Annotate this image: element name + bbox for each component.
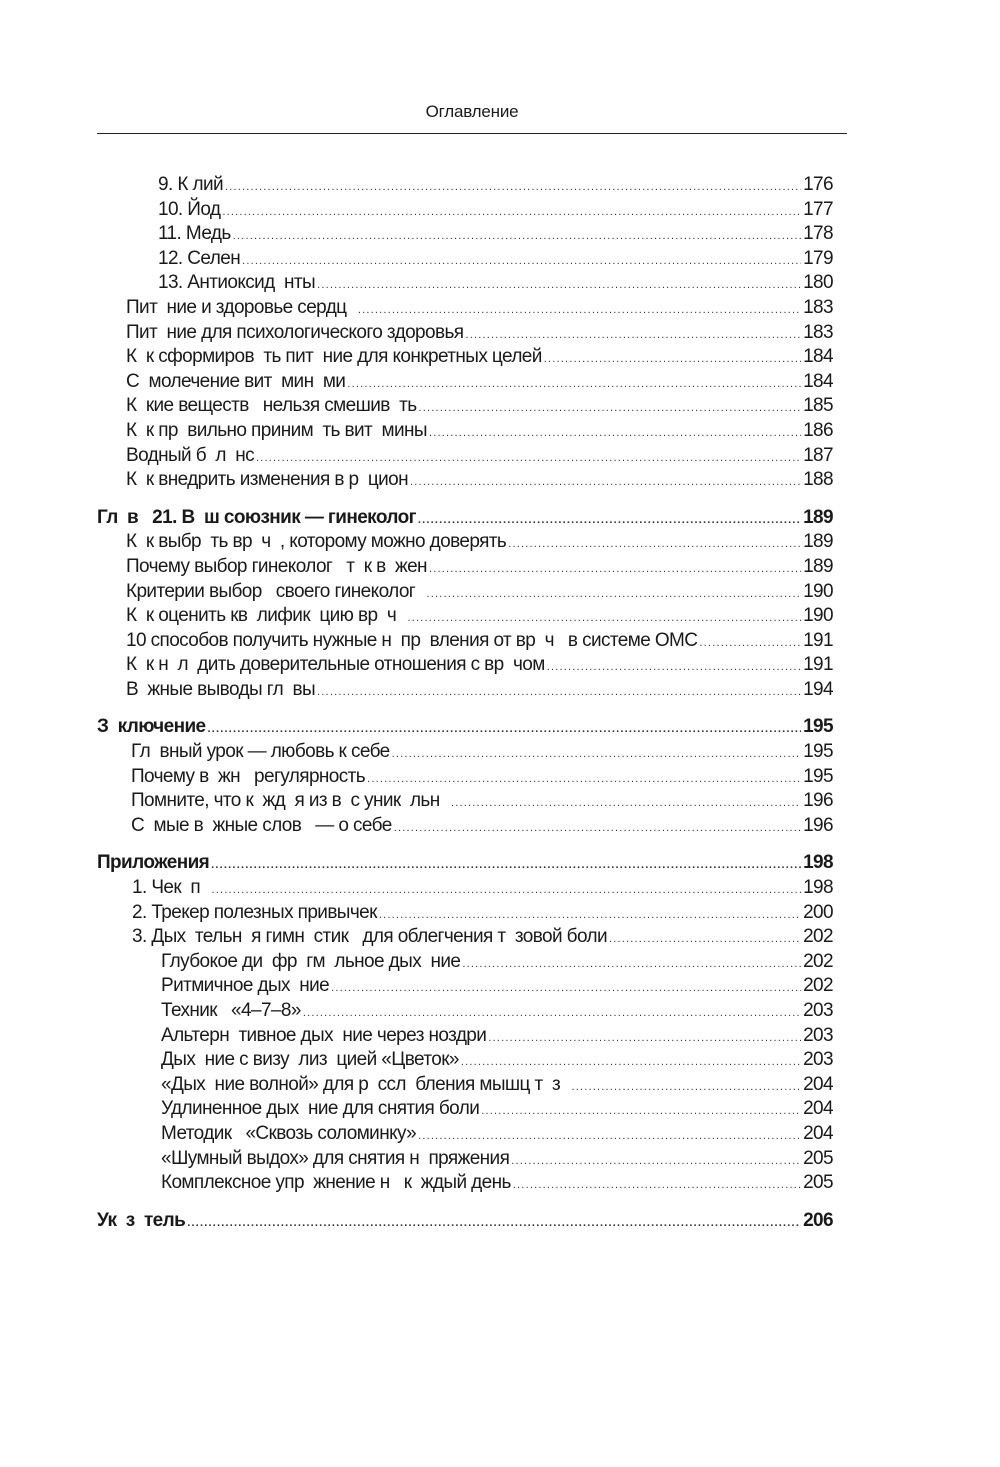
toc-page-number: 191 xyxy=(803,654,833,676)
toc-entry xyxy=(97,322,833,347)
dot-leader xyxy=(429,427,801,439)
toc-entry-title: Приложения xyxy=(97,852,210,874)
toc-entry xyxy=(97,741,833,766)
toc-entry xyxy=(97,445,833,470)
table-of-contents xyxy=(97,174,833,1234)
toc-entry xyxy=(97,1025,833,1050)
dot-leader xyxy=(233,230,801,242)
toc-page-number: 204 xyxy=(803,1098,833,1120)
toc-entry xyxy=(97,1123,833,1148)
toc-page-number: 205 xyxy=(803,1147,833,1169)
toc-entry xyxy=(97,371,833,396)
toc-page-number: 190 xyxy=(803,605,833,627)
toc-page-number: 202 xyxy=(803,926,833,948)
dot-leader xyxy=(367,773,801,785)
toc-page-number: 205 xyxy=(803,1172,833,1194)
toc-entry xyxy=(97,1148,833,1173)
dot-leader xyxy=(358,304,801,316)
dot-leader xyxy=(187,1217,801,1229)
toc-entry xyxy=(97,531,833,556)
toc-chapter-entry xyxy=(97,852,833,877)
toc-page-number: 179 xyxy=(803,247,833,269)
toc-page-number: 188 xyxy=(803,469,833,491)
toc-chapter-entry xyxy=(97,716,833,741)
toc-page-number: 180 xyxy=(803,272,833,294)
toc-entry-title: 10 способов получить нужные н пр вления от вр ч в системе ОМС xyxy=(126,629,698,651)
toc-entry-title: Почему в жн регулярность xyxy=(131,765,366,787)
toc-entry-title: К к выбр ть вр ч , которому можно доверять xyxy=(126,531,507,553)
toc-page-number: 187 xyxy=(803,444,833,466)
toc-entry-title: К кие веществ нельзя смешив ть xyxy=(126,395,417,417)
toc-entry-title: Водный б л нс xyxy=(126,444,255,466)
running-header: Оглавление xyxy=(425,102,519,121)
toc-entry xyxy=(97,223,833,248)
toc-entry-title: Комплексное упр жнение н к ждый день xyxy=(161,1172,511,1194)
toc-entry xyxy=(97,581,833,606)
toc-page-number: 184 xyxy=(803,346,833,368)
toc-entry-title: Гл в 21. В ш союзник — гинеколог xyxy=(97,506,416,528)
toc-page-number: 203 xyxy=(803,1024,833,1046)
toc-entry-title: 2. Трекер полезных привычек xyxy=(132,901,377,923)
toc-entry xyxy=(97,174,833,199)
toc-entry-title: 1. Чек п xyxy=(132,877,210,899)
toc-page-number: 202 xyxy=(803,950,833,972)
toc-page-number: 178 xyxy=(803,223,833,245)
toc-entry-title: Техник «4–7–8» xyxy=(161,1000,301,1021)
toc-page-number: 191 xyxy=(803,629,833,651)
toc-entry xyxy=(97,556,833,581)
toc-entry xyxy=(97,630,833,655)
dot-leader xyxy=(429,563,801,575)
dot-leader xyxy=(256,452,801,464)
toc-entry xyxy=(97,1049,833,1074)
dot-leader xyxy=(211,859,801,871)
toc-page-number: 189 xyxy=(803,531,833,553)
toc-entry-title: 3. Дых тельн я гимн стик для облегчения т зовой боли xyxy=(132,926,608,948)
toc-page-number: 176 xyxy=(803,174,833,195)
dot-leader xyxy=(410,476,801,488)
toc-entry-title: Критерии выбор своего гинеколог xyxy=(126,580,425,602)
toc-entry xyxy=(97,902,833,927)
toc-entry xyxy=(97,248,833,273)
dot-leader xyxy=(303,1007,801,1019)
dot-leader xyxy=(511,1155,801,1167)
toc-entry xyxy=(97,975,833,1000)
dot-leader xyxy=(379,909,801,921)
toc-entry-title: С мые в жные слов — о себе xyxy=(131,814,392,836)
toc-page-number: 203 xyxy=(803,1000,833,1021)
dot-leader xyxy=(347,378,801,390)
toc-entry xyxy=(97,199,833,224)
dot-leader xyxy=(426,588,801,600)
toc-entry xyxy=(97,605,833,630)
toc-entry-title: К к пр вильно приним ть вит мины xyxy=(126,419,427,441)
toc-entry xyxy=(97,420,833,445)
dot-leader xyxy=(462,958,801,970)
toc-entry xyxy=(97,679,833,704)
toc-entry-title: К к н л дить доверительные отношения с вр чом xyxy=(126,654,545,676)
toc-entry-title: Методик «Сквозь соломинку» xyxy=(161,1122,417,1144)
toc-page-number: 195 xyxy=(803,716,833,738)
toc-entry-title: Гл вный урок — любовь к себе xyxy=(131,741,390,763)
toc-page-number: 186 xyxy=(803,419,833,441)
dot-leader xyxy=(461,1056,801,1068)
toc-entry-title: К к внедрить изменения в р цион xyxy=(126,469,409,491)
dot-leader xyxy=(488,1032,801,1044)
toc-entry xyxy=(97,926,833,951)
dot-leader xyxy=(317,279,801,291)
dot-leader xyxy=(609,933,801,945)
dot-leader xyxy=(418,514,801,526)
toc-entry xyxy=(97,1098,833,1123)
header-rule xyxy=(97,133,847,134)
toc-page-number: 196 xyxy=(803,790,833,812)
toc-page-number: 196 xyxy=(803,814,833,836)
dot-leader xyxy=(419,402,802,414)
dot-leader xyxy=(331,982,801,994)
toc-entry-title: Дых ние с визу лиз цией «Цветок» xyxy=(161,1049,459,1071)
toc-entry xyxy=(97,395,833,420)
dot-leader xyxy=(317,686,801,698)
toc-entry-title: 12. Селен xyxy=(158,247,241,269)
toc-entry-title: Альтерн тивное дых ние через ноздри xyxy=(161,1024,487,1046)
toc-entry-title: В жные выводы гл вы xyxy=(126,678,316,700)
toc-page-number: 198 xyxy=(803,852,833,874)
toc-page-number: 189 xyxy=(803,555,833,577)
toc-page-number: 203 xyxy=(803,1049,833,1071)
toc-entry-title: Глубокое ди фр гм льное дых ние xyxy=(161,950,461,972)
dot-leader xyxy=(208,723,802,735)
toc-entry-title: «Шумный выдох» для снятия н пряжения xyxy=(161,1147,510,1169)
toc-page-number: 184 xyxy=(803,370,833,392)
toc-entry xyxy=(97,766,833,791)
toc-entry xyxy=(97,877,833,902)
toc-page-number: 195 xyxy=(803,741,833,763)
toc-entry-title: Ритмичное дых ние xyxy=(161,975,330,997)
toc-entry-title: 10. Йод xyxy=(158,198,221,220)
toc-entry-title: Удлиненное дых ние для снятия боли xyxy=(161,1098,480,1120)
dot-leader xyxy=(392,748,801,760)
dot-leader xyxy=(513,1179,801,1191)
toc-page-number: 198 xyxy=(803,877,833,899)
toc-page-number: 206 xyxy=(803,1209,833,1231)
toc-entry-title: 13. Антиоксид нты xyxy=(158,272,316,294)
toc-page-number: 204 xyxy=(803,1073,833,1095)
toc-page-number: 204 xyxy=(803,1122,833,1144)
toc-entry xyxy=(97,469,833,494)
toc-page-number: 189 xyxy=(803,506,833,528)
dot-leader xyxy=(242,255,801,267)
toc-page-number: 190 xyxy=(803,580,833,602)
dot-leader xyxy=(547,661,801,673)
toc-entry xyxy=(97,1172,833,1197)
toc-entry-title: З ключение xyxy=(97,716,206,738)
toc-entry-title: Пит ние для психологического здоровья xyxy=(126,321,464,343)
toc-page-number: 200 xyxy=(803,901,833,923)
dot-leader xyxy=(699,637,801,649)
toc-entry xyxy=(97,790,833,815)
dot-leader xyxy=(418,1130,801,1142)
toc-entry-title: Почему выбор гинеколог т к в жен xyxy=(126,555,427,577)
toc-page-number: 183 xyxy=(803,321,833,343)
toc-page-number: 183 xyxy=(803,296,833,318)
toc-page-number: 195 xyxy=(803,765,833,787)
toc-entry xyxy=(97,346,833,371)
toc-entry xyxy=(97,272,833,297)
toc-chapter-entry xyxy=(97,1210,833,1235)
dot-leader xyxy=(451,797,801,809)
toc-page-number: 202 xyxy=(803,975,833,997)
toc-entry xyxy=(97,951,833,976)
dot-leader xyxy=(394,822,801,834)
toc-entry xyxy=(97,654,833,679)
toc-chapter-entry xyxy=(97,507,833,532)
toc-entry xyxy=(97,1074,833,1099)
toc-page-number: 194 xyxy=(803,678,833,700)
toc-entry-title: К к сформиров ть пит ние для конкретных целей xyxy=(126,346,542,368)
toc-page-number: 185 xyxy=(803,395,833,417)
toc-entry-title: 9. К лий xyxy=(158,174,223,195)
toc-entry-title: С молечение вит мин ми xyxy=(126,370,346,392)
dot-leader xyxy=(465,329,801,341)
toc-entry-title: Пит ние и здоровье сердц xyxy=(126,296,356,318)
toc-entry-title: «Дых ние волной» для р ссл бления мышц т з xyxy=(161,1073,570,1095)
dot-leader xyxy=(544,353,801,365)
dot-leader xyxy=(407,612,801,624)
toc-page-number: 177 xyxy=(803,198,833,220)
dot-leader xyxy=(225,181,801,193)
dot-leader xyxy=(211,884,801,896)
toc-entry xyxy=(97,1000,833,1025)
dot-leader xyxy=(481,1105,801,1117)
dot-leader xyxy=(508,538,801,550)
toc-entry-title: К к оценить кв лифик цию вр ч xyxy=(126,605,406,627)
toc-entry xyxy=(97,815,833,840)
toc-entry xyxy=(97,297,833,322)
dot-leader xyxy=(571,1081,801,1093)
toc-entry-title: Ук з тель xyxy=(97,1209,186,1231)
toc-entry-title: 11. Медь xyxy=(158,223,231,245)
toc-entry-title: Помните, что к жд я из в с уник льн xyxy=(131,790,449,812)
dot-leader xyxy=(222,206,801,218)
